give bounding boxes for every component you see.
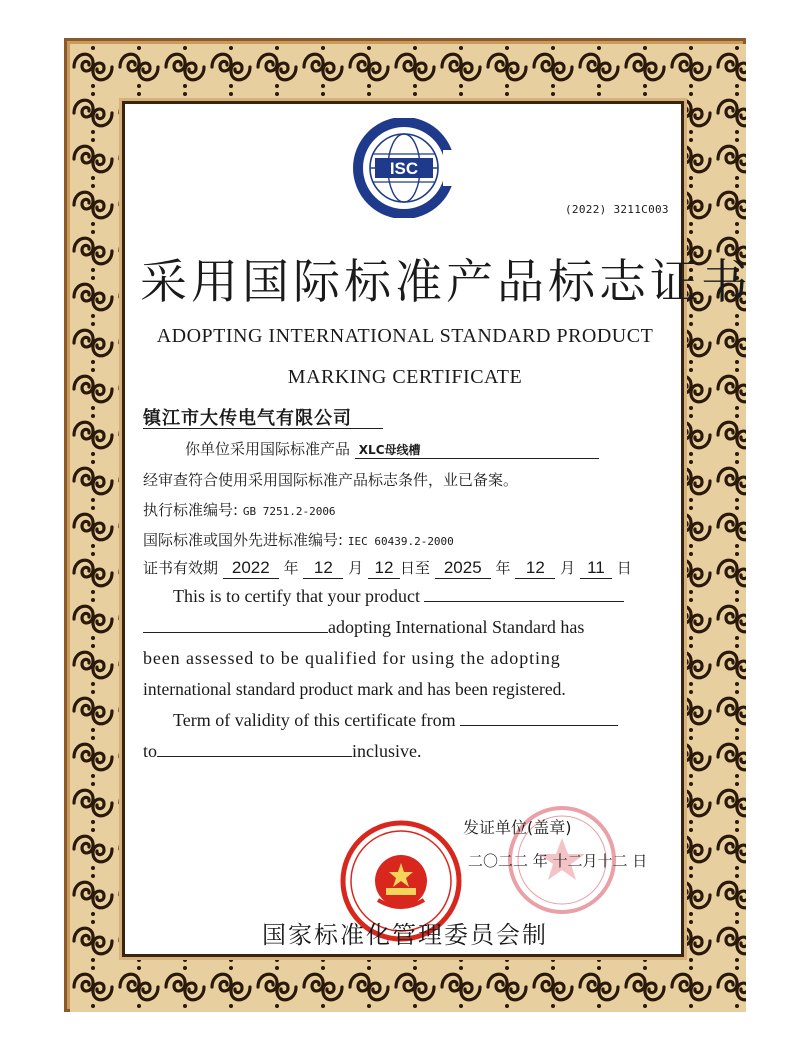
seal-date: 二〇二二 年 十二月十二 日 — [468, 852, 648, 870]
intl-standard-line — [143, 529, 454, 550]
english-text-2: adopting International Standard has — [328, 617, 585, 637]
isc-logo-icon — [339, 118, 469, 218]
english-text-to: to — [143, 741, 158, 761]
english-line-1 — [173, 586, 624, 607]
month-char-2: 月 — [560, 559, 576, 577]
product-line — [185, 438, 599, 459]
title-chinese: 采用国际标准产品标志证书 — [140, 255, 752, 310]
english-text-inclusive: inclusive. — [352, 741, 422, 761]
english-line-6 — [143, 741, 422, 762]
from-year: 2022 — [223, 558, 279, 579]
product-blank — [424, 587, 624, 602]
seal-label: 发证单位(盖章) — [463, 818, 572, 837]
validity-label: 证书有效期 — [143, 559, 219, 577]
from-month: 12 — [303, 558, 343, 579]
company-name: 镇江市大传电气有限公司 — [143, 408, 352, 429]
exec-standard-value: GB 7251.2-2006 — [242, 505, 336, 518]
issuer: 国家标准化管理委员会制 — [262, 921, 548, 949]
year-char-2: 年 — [495, 559, 511, 577]
year-char: 年 — [283, 559, 299, 577]
product-blank-2 — [143, 618, 328, 633]
to-month: 12 — [515, 558, 555, 579]
validity-line — [143, 557, 632, 579]
certificate-number: (2022) 3211C003 — [565, 203, 669, 216]
from-blank — [460, 711, 618, 726]
to-blank — [157, 742, 352, 757]
title-english-line2: MARKING CERTIFICATE — [287, 366, 523, 388]
exec-standard-label: 执行标准编号: — [143, 501, 239, 519]
exec-standard-line — [143, 499, 336, 520]
day-char-2: 日 — [616, 559, 632, 577]
product-prefix: 你单位采用国际标准产品 — [185, 440, 351, 458]
svg-text:ISC: ISC — [389, 159, 419, 178]
english-text-5: Term of validity of this certificate from — [173, 710, 456, 730]
to-char: 至 — [414, 559, 430, 577]
intl-standard-value: IEC 60439.2-2000 — [347, 535, 454, 548]
review-statement: 经审查符合使用采用国际标准产品标志条件，业已备案。 — [143, 471, 519, 489]
english-line-3: been assessed to be qualified for using the adopting — [143, 648, 561, 668]
intl-standard-label: 国际标准或国外先进标准编号: — [143, 531, 344, 549]
english-line-2 — [143, 617, 584, 638]
to-day: 11 — [580, 558, 612, 579]
company-underline — [143, 428, 383, 429]
from-day: 12 — [368, 558, 400, 579]
english-text-1: This is to certify that your product — [173, 586, 420, 606]
title-english-line1: ADOPTING INTERNATIONAL STANDARD PRODUCT — [156, 325, 654, 347]
month-char: 月 — [348, 559, 364, 577]
english-line-5 — [173, 710, 618, 731]
to-year: 2025 — [435, 558, 491, 579]
product-name: XLC母线槽 — [355, 441, 599, 459]
day-char: 日 — [399, 559, 415, 577]
english-line-4: international standard product mark and has been registered. — [143, 679, 566, 699]
